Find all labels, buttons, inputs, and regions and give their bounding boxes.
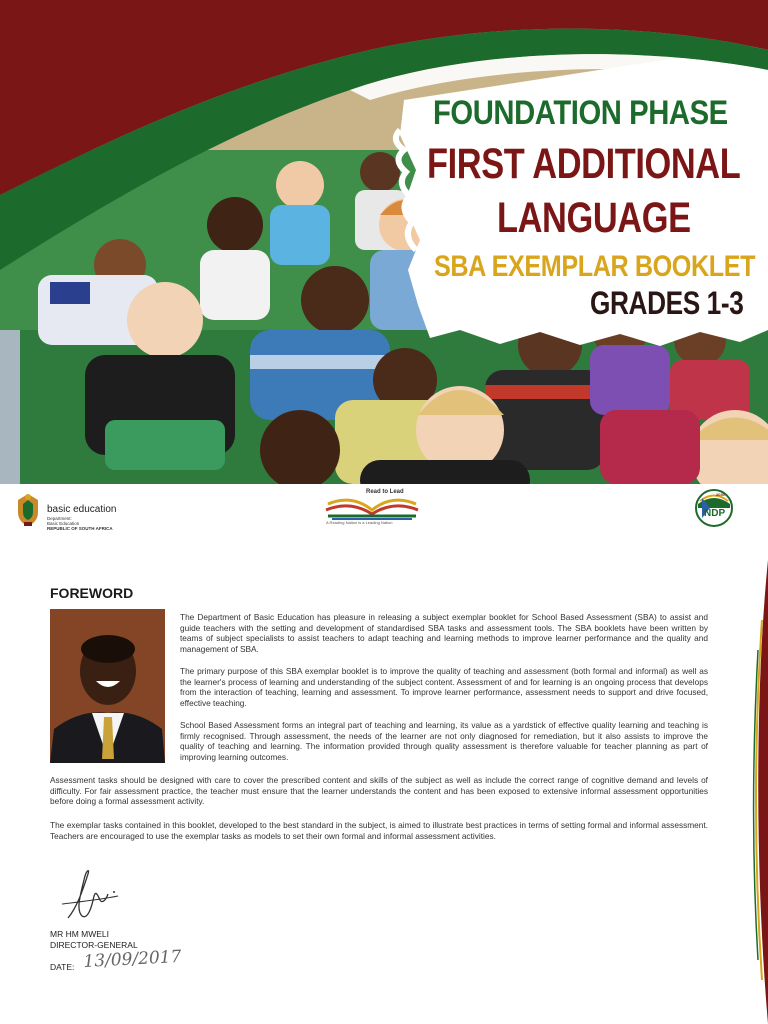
logo-strip	[0, 484, 768, 546]
ndp-logo	[694, 488, 734, 528]
read-to-lead-title: Read to Lead	[366, 489, 404, 495]
page-edge-stripes	[748, 560, 768, 1024]
foreword-paragraph-2: The primary purpose of this SBA exemplar booklet is to improve the quality of teaching and assessment (both formal and informal) as well as the learner's process of learning and understanding of the subject content. Assessment of and for learning is an ongoing process that develops from the interaction of teaching, learning and assessment. To improve learner performance, assessment needs to support and drive focused, effective teaching.	[180, 666, 708, 708]
dbe-logo-title: basic education	[47, 504, 117, 515]
foreword-paragraph-5: The exemplar tasks contained in this booklet, developed to the best standard in the subject, is aimed to illustrate best practices in terms of setting formal and informal assessment. Teachers are encouraged to use the exemplar tasks as models to set their own formal and informal assessment activities.	[50, 820, 708, 841]
coat-of-arms-icon	[14, 492, 42, 528]
cover-banner	[0, 0, 768, 484]
cover-subtitle: SBA EXEMPLAR BOOKLET	[434, 250, 756, 283]
foreword-paragraph-3: School Based Assessment forms an integral part of teaching and learning, its value as a yardstick of effective quality learning and teaching is firmly recognised. Through assessment, the needs of the learner are not only diagnosed for remediation, but it also assists to improve the quality of teaching and learning. The information provided through quality assessment is therefore valuable for teacher planning as part of improving learning outcomes.	[180, 720, 708, 762]
ndp-year: 2030	[716, 492, 725, 497]
signer-name: MR HM MWELI	[50, 929, 110, 939]
foreword-paragraph-1: The Department of Basic Education has pleasure in releasing a subject exemplar booklet for School Based Assessment (SBA) to assist and guide teachers with the setting and development of standardised SBA tasks and assessment tools. The SBA booklets have been written by teams of subject specialists to assist teachers to adapt teaching and learning methods to improve learner performance and the quality and management of SBA.	[180, 612, 708, 654]
dbe-logo-line-3: REPUBLIC OF SOUTH AFRICA	[47, 526, 113, 531]
handwritten-date: 13/09/2017	[83, 946, 182, 972]
director-general-portrait	[50, 609, 165, 763]
cover-title-line-1: FOUNDATION PHASE	[433, 94, 728, 132]
handwritten-signature	[58, 866, 128, 928]
cover-title-line-2: FIRST ADDITIONAL	[427, 140, 741, 188]
read-to-lead-tagline: A Reading Nation is a Leading Nation	[326, 520, 393, 525]
dbe-logo	[14, 492, 144, 532]
cover-title-line-3: LANGUAGE	[497, 194, 691, 242]
date-label: DATE:	[50, 962, 75, 972]
cover-grades: GRADES 1-3	[590, 285, 744, 321]
foreword-heading: FOREWORD	[50, 585, 134, 601]
dbe-logo-line-2: Basic Education	[47, 521, 80, 526]
foreword-paragraph-4: Assessment tasks should be designed with care to cover the prescribed content and skills of the subject as well as include the correct range of cognitive demand and levels of difficulty. For fair assessment practice, the teacher must ensure that the learner understands the content and has been exposed to extensive informal assessment opportunities before doing a formal assessment activity.	[50, 775, 708, 806]
dbe-logo-line-1: Department:	[47, 516, 72, 521]
signer-title: DIRECTOR-GENERAL	[50, 940, 138, 950]
ndp-label: NDP	[704, 508, 726, 519]
read-to-lead-logo	[322, 488, 422, 532]
